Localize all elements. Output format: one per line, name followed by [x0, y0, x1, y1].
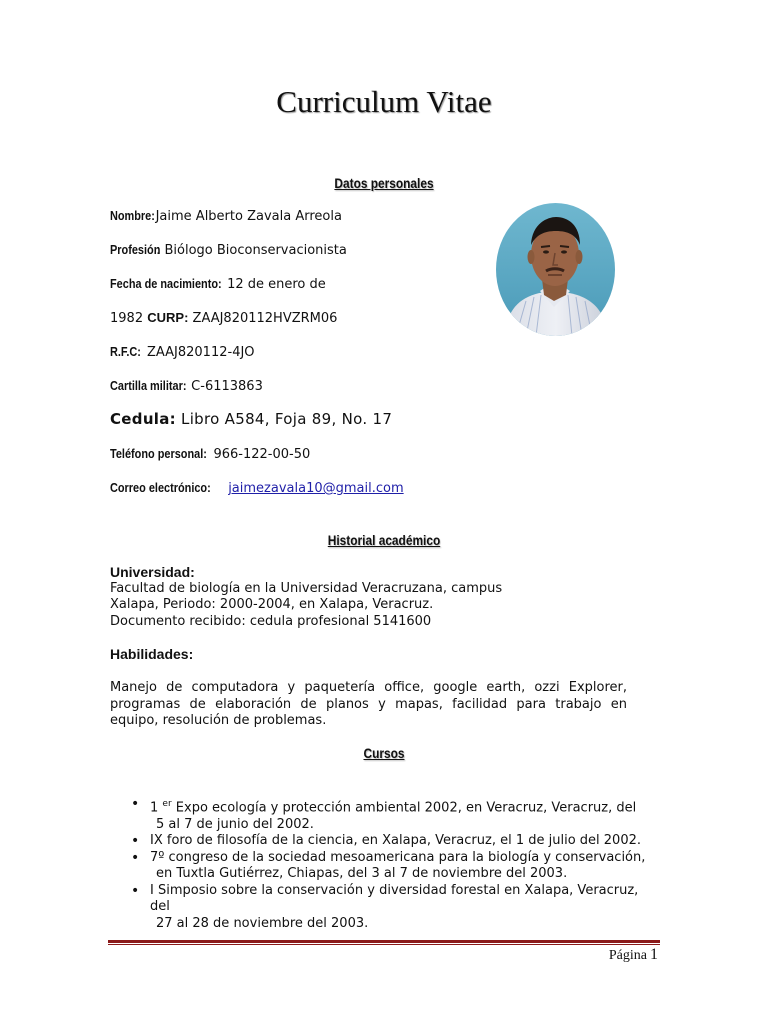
course-line-1: I Simposio sobre la conservación y diversidad forestal en Xalapa, Veracruz, del [150, 882, 639, 915]
page-label: Página [608, 948, 647, 963]
curp-label: CURP: [147, 310, 189, 325]
courses-heading: Cursos [363, 745, 405, 761]
military-value: C-6113863 [191, 379, 263, 394]
course-line-1: IX foro de filosofía de la ciencia, en Xalapa, Veracruz, el 1 de julio del 2002. [150, 833, 641, 849]
name-row [110, 208, 342, 224]
document-title: Curriculum Vitae [276, 84, 492, 119]
page-number [609, 946, 658, 964]
curp-value: ZAAJ820112HVZRM06 [192, 311, 338, 326]
phone-value: 966-122-00-50 [213, 447, 311, 462]
bullet-icon: • [131, 849, 140, 866]
list-item [110, 833, 658, 850]
university-label: Universidad: [110, 564, 195, 580]
birth-label: Fecha de nacimiento: [110, 276, 222, 291]
footer-rule-thin [108, 944, 660, 945]
list-item [110, 883, 658, 933]
cedula-label: Cedula: [110, 410, 176, 428]
academic-history-heading: Historial académico [327, 532, 441, 548]
name-value: Jaime Alberto Zavala Arreola [155, 209, 342, 224]
course-prefix: 1 [150, 800, 159, 816]
cedula-value: Libro A584, Foja 89, No. 17 [181, 410, 393, 428]
course-line-2: 27 al 28 de noviembre del 2003. [156, 915, 369, 931]
profession-value: : Biólogo Bioconservacionista [155, 243, 347, 258]
course-superscript: er [162, 799, 172, 809]
birth-year: 1982 [110, 311, 144, 326]
name-label: Nombre: [110, 208, 155, 223]
email-row [110, 480, 404, 496]
course-line-2: en Tuxtla Gutiérrez, Chiapas, del 3 al 7 de noviembre del 2003. [156, 866, 568, 882]
university-block [110, 564, 655, 630]
courses-list [110, 796, 658, 932]
curp-row [110, 310, 337, 326]
footer-rule [108, 940, 660, 943]
rfc-value: ZAAJ820112-4JO [146, 345, 255, 360]
phone-label: Teléfono personal: [110, 446, 207, 461]
page-number-value: 1 [650, 946, 658, 963]
bullet-icon: • [131, 796, 140, 812]
course-line-1: 7º congreso de la sociedad mesoamericana para la biología y conservación, [150, 849, 646, 865]
birth-value: 12 de enero de [227, 277, 326, 292]
birth-row [110, 276, 326, 292]
military-row [110, 378, 263, 394]
cedula-row [110, 410, 392, 428]
email-link[interactable]: jaimezavala10@gmail.com [228, 481, 404, 496]
personal-data-heading: Datos personales [334, 175, 434, 191]
university-line-2: Xalapa, Periodo: 2000-2004, en Xalapa, Veracruz. [110, 597, 434, 612]
course-line-2: 5 al 7 de junio del 2002. [156, 816, 314, 832]
university-line-1: Facultad de biología en la Universidad Veracruzana, campus [110, 580, 503, 596]
list-item [110, 796, 658, 833]
bullet-icon: • [131, 833, 140, 850]
phone-row [110, 446, 310, 462]
rfc-row [110, 344, 255, 360]
profession-row [110, 242, 347, 258]
university-line-3: Documento recibido: cedula profesional 5141600 [110, 613, 432, 629]
skills-heading-block [110, 646, 655, 663]
bullet-icon: • [131, 882, 140, 899]
course-line-1: Expo ecología y protección ambiental 2002, en Veracruz, Veracruz, del [171, 800, 637, 816]
list-item [110, 850, 658, 883]
profession-label: Profesión [110, 242, 161, 257]
email-label: Correo electrónico: [110, 480, 211, 495]
skills-label: Habilidades: [110, 646, 194, 662]
skills-text: Manejo de computadora y paquetería office, google earth, ozzi Explorer, programas de elaboración de planos y mapas, facilidad para trabajo en equipo, resolución de problemas. [110, 680, 627, 728]
rfc-label: R.F.C: [110, 344, 141, 359]
profile-photo [496, 203, 615, 336]
military-label: Cartilla militar: [110, 378, 187, 393]
